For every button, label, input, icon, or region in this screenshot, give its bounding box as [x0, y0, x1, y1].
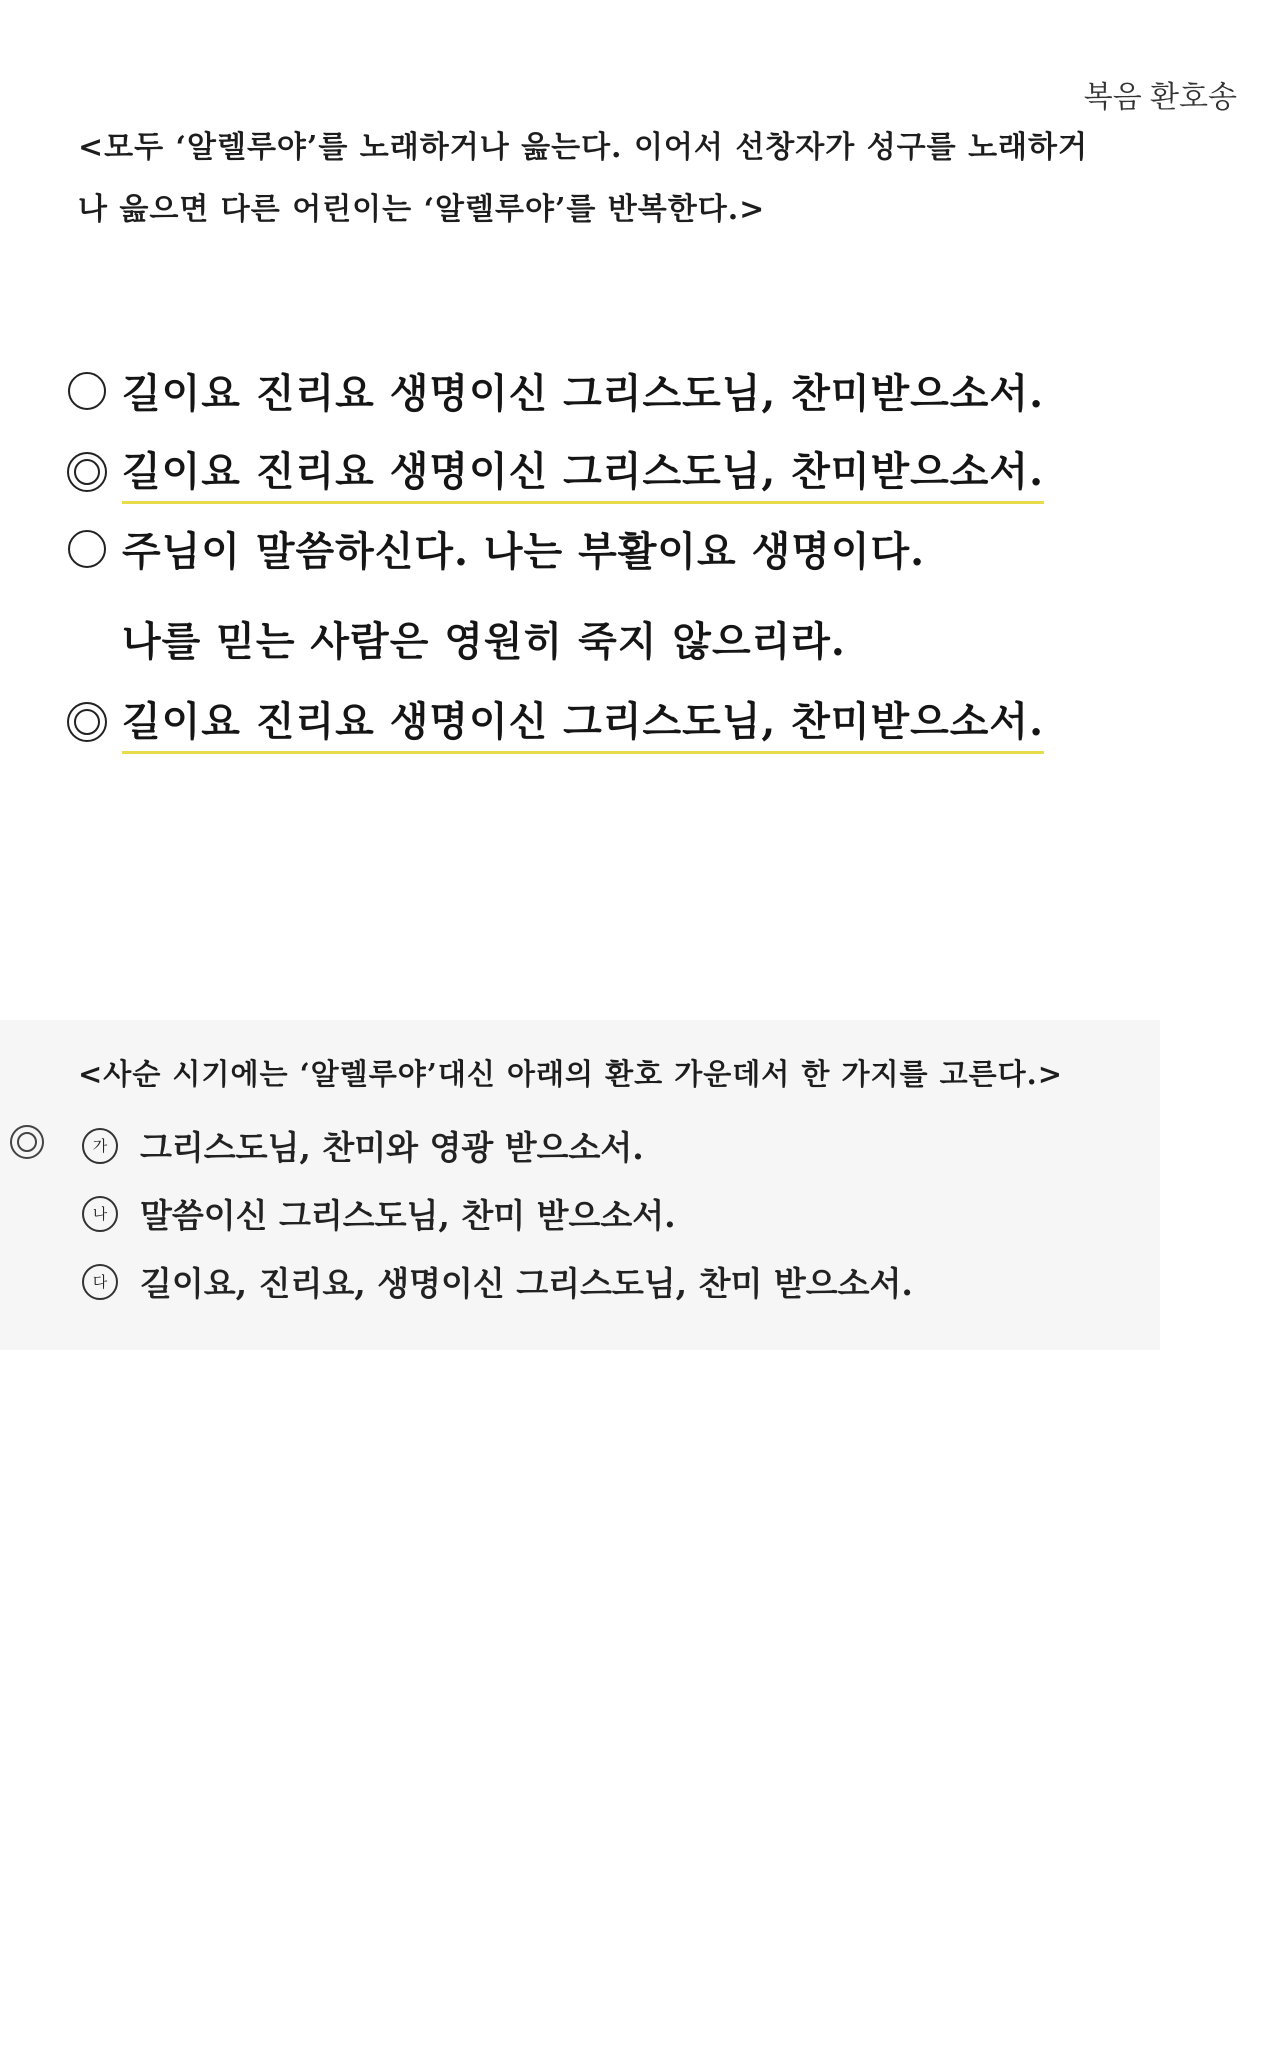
- lent-option-1: [82, 1122, 644, 1169]
- leader-circle-icon: [66, 370, 108, 412]
- leader-circle-icon: [66, 528, 108, 570]
- response-double-circle-icon: [66, 701, 108, 743]
- verse-response-1: [66, 440, 1044, 504]
- lent-option-3: [82, 1258, 913, 1305]
- verse-leader-2: [66, 520, 925, 577]
- verse-text: 길이요 진리요 생명이신 그리스도님, 찬미받으소서.: [122, 370, 1044, 417]
- response-double-circle-icon: [10, 1125, 44, 1159]
- verse-text: 길이요 진리요 생명이신 그리스도님, 찬미받으소서.: [122, 440, 1044, 504]
- verse-text: 나를 믿는 사람은 영원히 죽지 않으리라.: [122, 618, 846, 665]
- verse-response-2: [66, 690, 1044, 754]
- response-double-circle-icon: [66, 451, 108, 493]
- verse-text: 주님이 말씀하신다. 나는 부활이요 생명이다.: [122, 528, 926, 575]
- lent-option-2: [82, 1190, 676, 1237]
- lent-instruction: <사순 시기에는 ‘알렐루야’대신 아래의 환호 가운데서 한 가지를 고른다.>: [78, 1057, 1064, 1091]
- verse-leader-1: [66, 362, 1044, 419]
- option-text: 길이요, 진리요, 생명이신 그리스도님, 찬미 받으소서.: [140, 1264, 913, 1303]
- intro-instruction-line-1: <모두 ‘알렐루야’를 노래하거나 읊는다. 이어서 선창자가 성구를 노래하거: [78, 130, 1088, 165]
- option-marker-icon: 가: [82, 1128, 118, 1164]
- option-text: 그리스도님, 찬미와 영광 받으소서.: [140, 1128, 644, 1167]
- verse-leader-2-continuation: [122, 610, 846, 667]
- intro-instruction-line-2: 나 읊으면 다른 어린이는 ‘알렐루야’를 반복한다.>: [78, 192, 766, 227]
- option-marker-icon: 다: [82, 1264, 118, 1300]
- option-text: 말씀이신 그리스도님, 찬미 받으소서.: [140, 1196, 676, 1235]
- section-title: 복음 환호송: [1083, 81, 1237, 114]
- verse-text: 길이요 진리요 생명이신 그리스도님, 찬미받으소서.: [122, 690, 1044, 754]
- option-marker-icon: 나: [82, 1196, 118, 1232]
